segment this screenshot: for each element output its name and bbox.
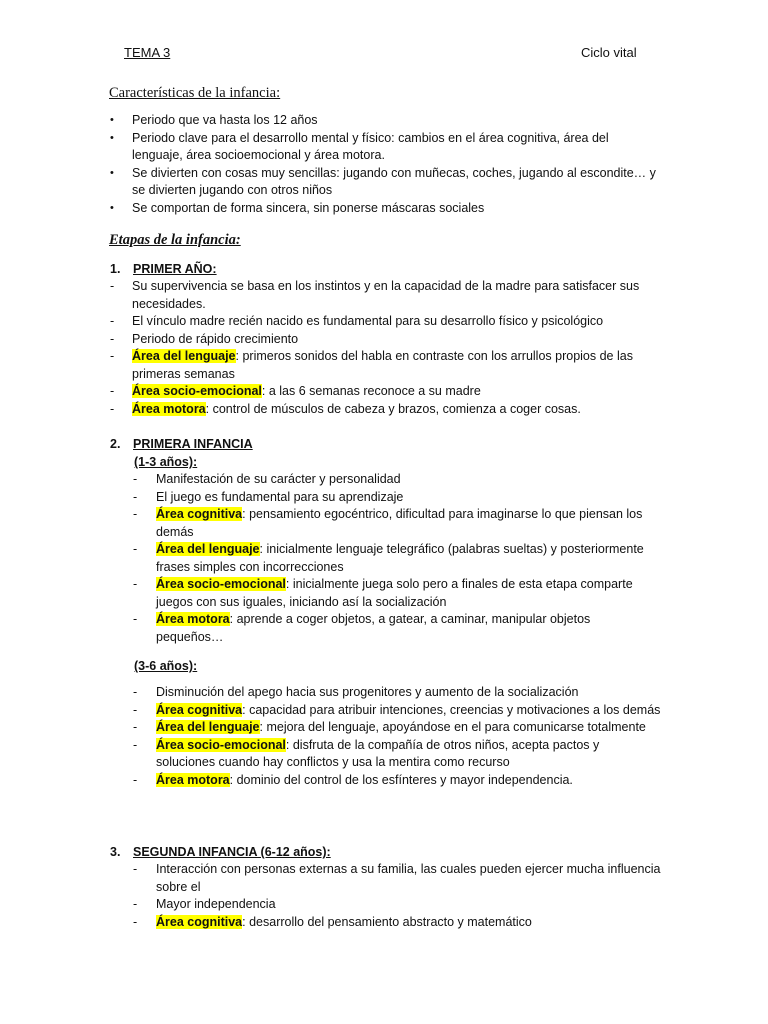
section-3-title: 3. SEGUNDA INFANCIA (6-12 años): — [110, 845, 331, 859]
section-3-list — [133, 861, 661, 931]
dash-marker: - — [133, 702, 138, 717]
dash-marker: - — [110, 349, 115, 363]
dash-marker: - — [110, 384, 115, 398]
dash-marker: - — [133, 612, 138, 626]
dash-marker: - — [133, 685, 138, 699]
highlighted-area-label: Área del lenguaje — [156, 542, 260, 556]
list-item: - Área cognitiva: pensamiento egocéntrico, dificultad para imaginarse lo que piensan los demás — [133, 507, 643, 539]
highlighted-area-label: Área del lenguaje — [156, 720, 260, 734]
list-item: • Periodo clave para el desarrollo mental y físico: cambios en el área cognitiva, área del lenguaje, área socioemocional y área motora. — [110, 130, 609, 162]
list-item: • Se comportan de forma sincera, sin ponerse máscaras sociales — [0, 200, 662, 218]
list-item: • Periodo que va hasta los 12 años — [0, 112, 662, 130]
dash-marker: - — [110, 314, 115, 328]
header-subject: Ciclo vital — [581, 45, 637, 60]
dash-marker: - — [133, 737, 138, 752]
list-item: - Área motora: control de músculos de cabeza y brazos, comienza a coger cosas. — [110, 401, 660, 419]
highlighted-area-label: Área cognitiva — [156, 507, 243, 521]
bullet-icon: • — [110, 166, 114, 179]
dash-marker: - — [110, 401, 115, 416]
highlighted-area-label: Área socio-emocional — [156, 577, 286, 591]
list-item: - Área del lenguaje: inicialmente lenguaje telegráfico (palabras sueltas) y posteriormente frases simples con incorrecciones — [133, 542, 644, 574]
list-item: - Su supervivencia se basa en los instintos y en la capacidad de la madre para satisfacer sus necesidades. — [110, 279, 640, 311]
highlighted-area-label: Área motora — [156, 772, 230, 787]
list-item: - Disminución del apego hacia sus progenitores y aumento de la socialización — [133, 684, 661, 702]
highlighted-area-label: Área socio-emocional — [156, 737, 286, 752]
dash-marker: - — [133, 472, 138, 486]
list-item: - Área cognitiva: desarrollo del pensamiento abstracto y matemático — [133, 914, 661, 932]
dash-marker: - — [133, 772, 138, 787]
dash-marker: - — [133, 897, 138, 911]
highlighted-area-label: Área motora — [156, 612, 230, 626]
highlighted-area-label: Área cognitiva — [156, 702, 243, 717]
dash-marker: - — [133, 507, 138, 521]
list-item: • Se divierten con cosas muy sencillas: jugando con muñecas, coches, jugando al escondite… y se divierten jugando con otros niños — [110, 165, 656, 197]
characteristics-heading: Características de la infancia: — [109, 85, 281, 101]
dash-marker: - — [133, 720, 138, 734]
list-item: - Área motora: dominio del control de los esfínteres y mayor independencia. — [133, 772, 661, 790]
list-item: - Área del lenguaje: primeros sonidos del habla en contraste con los arrullos propios de las primeras semanas — [110, 349, 633, 381]
section-2-sub2-list — [133, 684, 661, 789]
list-item: - Área socio-emocional: inicialmente juega solo pero a finales de esta etapa comparte juegos con sus iguales, iniciando así la socialización — [133, 577, 633, 609]
list-item: - Área socio-emocional: a las 6 semanas reconoce a su madre — [110, 383, 660, 401]
dash-marker: - — [110, 331, 115, 346]
highlighted-area-label: Área socio-emocional — [132, 384, 262, 398]
list-item: - El juego es fundamental para su aprendizaje — [133, 489, 661, 507]
list-item: - Área socio-emocional: disfruta de la compañía de otros niños, acepta pactos y soluciones cuando hay conflictos y usa la mentira como recurso — [133, 737, 600, 769]
list-item: - Mayor independencia — [133, 896, 661, 914]
section-1-title: 1. PRIMER AÑO: — [110, 262, 217, 276]
section-2-sub2-title: (3-6 años): — [134, 659, 198, 673]
section-2-title: 2. PRIMERA INFANCIA — [110, 437, 253, 451]
dash-marker: - — [133, 862, 138, 876]
list-item: - Interacción con personas externas a su familia, las cuales pueden ejercer mucha influencia sobre el — [133, 862, 661, 894]
stages-heading: Etapas de la infancia: — [109, 232, 241, 248]
dash-marker: - — [110, 279, 115, 293]
bullet-icon: • — [110, 131, 114, 144]
section-2-sub1-list — [133, 471, 661, 646]
header-topic: TEMA 3 — [124, 45, 171, 60]
highlighted-area-label: Área cognitiva — [156, 914, 243, 929]
section-1-list — [110, 278, 660, 418]
dash-marker: - — [133, 914, 138, 929]
dash-marker: - — [133, 577, 138, 591]
dash-marker: - — [133, 542, 138, 556]
bullet-icon: • — [110, 114, 114, 126]
dash-marker: - — [133, 489, 138, 504]
list-item: - El vínculo madre recién nacido es fundamental para su desarrollo físico y psicológico — [110, 313, 660, 331]
highlighted-area-label: Área motora — [132, 401, 206, 416]
bullet-icon: • — [110, 201, 114, 214]
highlighted-area-label: Área del lenguaje — [132, 349, 236, 363]
list-item: - Área del lenguaje: mejora del lenguaje, apoyándose en el para comunicarse totalmente — [133, 719, 661, 737]
list-item: - Área cognitiva: capacidad para atribuir intenciones, creencias y motivaciones a los demás — [133, 702, 661, 720]
list-item: - Manifestación de su carácter y personalidad — [133, 471, 661, 489]
list-item: - Periodo de rápido crecimiento — [110, 331, 660, 349]
list-item: - Área motora: aprende a coger objetos, a gatear, a caminar, manipular objetos pequeños… — [133, 612, 591, 644]
section-2-sub1-title: (1-3 años): — [134, 455, 198, 469]
characteristics-list — [0, 112, 662, 217]
